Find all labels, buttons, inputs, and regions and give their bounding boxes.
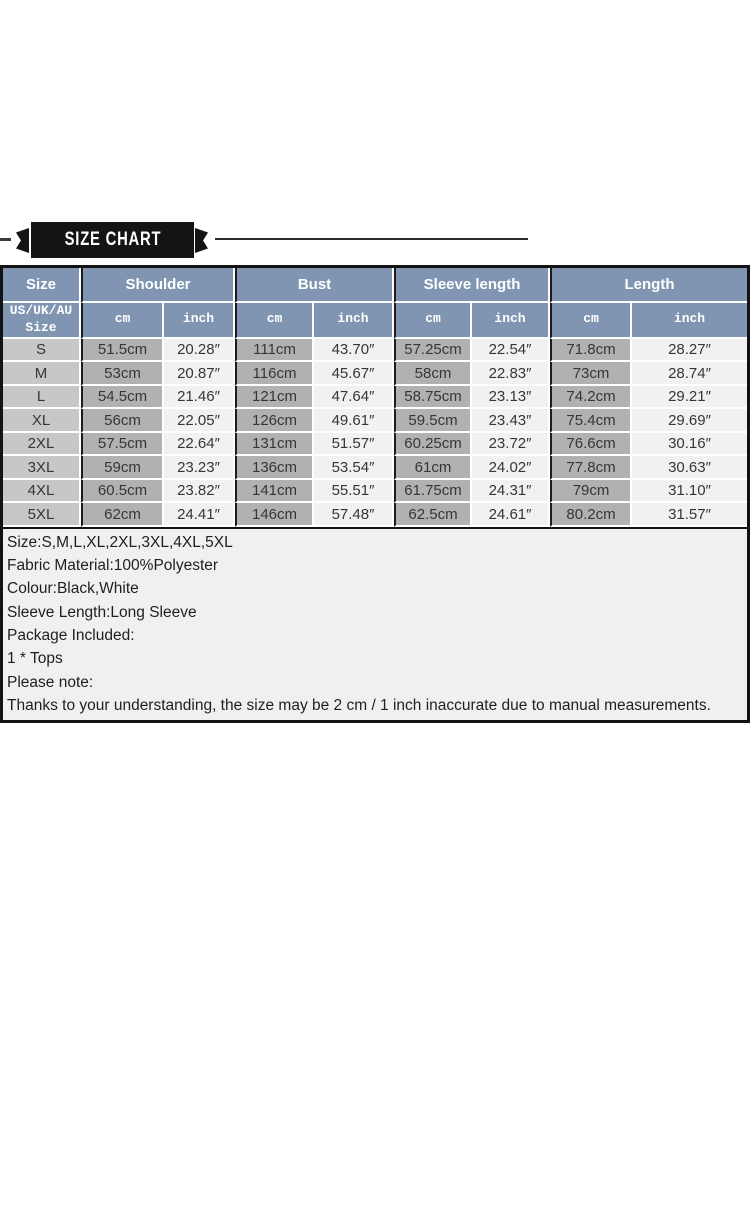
detail-package-included: Package Included: xyxy=(7,626,135,644)
cell-size: 3XL xyxy=(3,456,81,480)
cell-shoulder-cm: 62cm xyxy=(81,503,164,527)
cell-bust-inch: 51.57″ xyxy=(314,433,394,457)
ribbon-fold-right-icon xyxy=(195,228,208,253)
subheader-bust-cm: cm xyxy=(235,303,314,339)
size-row-xl xyxy=(3,409,747,433)
cell-shoulder-inch: 23.82″ xyxy=(164,480,235,504)
cell-length-cm: 77.8cm xyxy=(550,456,632,480)
cell-sleeve-inch: 24.61″ xyxy=(472,503,550,527)
size-chart-banner xyxy=(0,222,750,258)
cell-length-cm: 74.2cm xyxy=(550,386,632,410)
size-row-2xl xyxy=(3,433,747,457)
cell-length-inch: 31.57″ xyxy=(632,503,747,527)
cell-sleeve-inch: 22.54″ xyxy=(472,339,550,363)
cell-sleeve-inch: 23.43″ xyxy=(472,409,550,433)
cell-length-cm: 76.6cm xyxy=(550,433,632,457)
subheader-us-uk-au-size: US/UK/AU Size xyxy=(3,303,81,339)
cell-shoulder-inch: 20.87″ xyxy=(164,362,235,386)
cell-shoulder-inch: 22.64″ xyxy=(164,433,235,457)
header-sleeve-length: Sleeve length xyxy=(394,268,550,303)
subheader-sleeve-cm: cm xyxy=(394,303,472,339)
cell-size: 4XL xyxy=(3,480,81,504)
ribbon-fold-left-icon xyxy=(16,228,29,253)
cell-sleeve-cm: 61.75cm xyxy=(394,480,472,504)
cell-sleeve-inch: 24.31″ xyxy=(472,480,550,504)
product-details xyxy=(3,527,747,720)
detail-size-range: Size:S,M,L,XL,2XL,3XL,4XL,5XL xyxy=(7,533,233,551)
cell-sleeve-inch: 23.72″ xyxy=(472,433,550,457)
size-row-4xl xyxy=(3,480,747,504)
detail-please-note: Please note: xyxy=(7,673,94,691)
size-row-m xyxy=(3,362,747,386)
cell-bust-cm: 131cm xyxy=(235,433,314,457)
banner-title-box xyxy=(31,222,194,258)
cell-size: 2XL xyxy=(3,433,81,457)
cell-size: L xyxy=(3,386,81,410)
cell-bust-inch: 47.64″ xyxy=(314,386,394,410)
cell-length-cm: 71.8cm xyxy=(550,339,632,363)
cell-bust-cm: 111cm xyxy=(235,339,314,363)
subheader-length-cm: cm xyxy=(550,303,632,339)
detail-note-text: Thanks to your understanding, the size may be 2 cm / 1 inch inaccurate due to manual measurements. xyxy=(7,696,711,714)
cell-bust-cm: 121cm xyxy=(235,386,314,410)
size-row-3xl xyxy=(3,456,747,480)
header-length: Length xyxy=(550,268,747,303)
cell-sleeve-cm: 59.5cm xyxy=(394,409,472,433)
cell-length-inch: 28.74″ xyxy=(632,362,747,386)
size-chart-block xyxy=(0,265,750,723)
cell-sleeve-inch: 22.83″ xyxy=(472,362,550,386)
size-row-5xl xyxy=(3,503,747,527)
detail-package-contents: 1 * Tops xyxy=(7,650,63,668)
cell-shoulder-cm: 54.5cm xyxy=(81,386,164,410)
cell-length-inch: 30.16″ xyxy=(632,433,747,457)
detail-colour: Colour:Black,White xyxy=(7,580,139,598)
cell-sleeve-inch: 23.13″ xyxy=(472,386,550,410)
banner-title: SIZE CHART xyxy=(64,229,161,250)
header-shoulder: Shoulder xyxy=(81,268,235,303)
cell-size: XL xyxy=(3,409,81,433)
header-unit-row xyxy=(3,303,747,339)
cell-length-cm: 79cm xyxy=(550,480,632,504)
detail-fabric-material: Fabric Material:100%Polyester xyxy=(7,557,219,575)
cell-shoulder-inch: 20.28″ xyxy=(164,339,235,363)
subheader-shoulder-cm: cm xyxy=(81,303,164,339)
subheader-bust-inch: inch xyxy=(314,303,394,339)
cell-bust-inch: 45.67″ xyxy=(314,362,394,386)
cell-length-cm: 75.4cm xyxy=(550,409,632,433)
cell-sleeve-inch: 24.02″ xyxy=(472,456,550,480)
cell-bust-inch: 43.70″ xyxy=(314,339,394,363)
cell-shoulder-inch: 21.46″ xyxy=(164,386,235,410)
cell-shoulder-cm: 51.5cm xyxy=(81,339,164,363)
banner-rule-line xyxy=(215,238,528,240)
cell-size: 5XL xyxy=(3,503,81,527)
cell-shoulder-cm: 60.5cm xyxy=(81,480,164,504)
cell-length-inch: 29.69″ xyxy=(632,409,747,433)
cell-bust-cm: 141cm xyxy=(235,480,314,504)
cell-size: S xyxy=(3,339,81,363)
cell-bust-inch: 53.54″ xyxy=(314,456,394,480)
cell-shoulder-cm: 59cm xyxy=(81,456,164,480)
banner-dash-line xyxy=(0,238,11,241)
subheader-length-inch: inch xyxy=(632,303,747,339)
cell-shoulder-cm: 56cm xyxy=(81,409,164,433)
size-row-s xyxy=(3,339,747,363)
cell-length-cm: 73cm xyxy=(550,362,632,386)
header-bust: Bust xyxy=(235,268,394,303)
cell-shoulder-inch: 22.05″ xyxy=(164,409,235,433)
size-row-l xyxy=(3,386,747,410)
cell-shoulder-inch: 24.41″ xyxy=(164,503,235,527)
cell-sleeve-cm: 61cm xyxy=(394,456,472,480)
cell-bust-cm: 146cm xyxy=(235,503,314,527)
cell-size: M xyxy=(3,362,81,386)
cell-sleeve-cm: 62.5cm xyxy=(394,503,472,527)
cell-sleeve-cm: 60.25cm xyxy=(394,433,472,457)
cell-bust-cm: 126cm xyxy=(235,409,314,433)
header-group-row xyxy=(3,268,747,303)
cell-length-inch: 31.10″ xyxy=(632,480,747,504)
cell-bust-inch: 55.51″ xyxy=(314,480,394,504)
cell-length-inch: 30.63″ xyxy=(632,456,747,480)
cell-length-inch: 29.21″ xyxy=(632,386,747,410)
cell-shoulder-cm: 57.5cm xyxy=(81,433,164,457)
detail-sleeve-length: Sleeve Length:Long Sleeve xyxy=(7,603,197,621)
size-chart-table xyxy=(3,268,747,527)
subheader-shoulder-inch: inch xyxy=(164,303,235,339)
cell-sleeve-cm: 58.75cm xyxy=(394,386,472,410)
cell-bust-cm: 116cm xyxy=(235,362,314,386)
header-size: Size xyxy=(3,268,81,303)
cell-shoulder-inch: 23.23″ xyxy=(164,456,235,480)
cell-bust-inch: 57.48″ xyxy=(314,503,394,527)
subheader-sleeve-inch: inch xyxy=(472,303,550,339)
cell-sleeve-cm: 57.25cm xyxy=(394,339,472,363)
cell-bust-inch: 49.61″ xyxy=(314,409,394,433)
cell-sleeve-cm: 58cm xyxy=(394,362,472,386)
cell-bust-cm: 136cm xyxy=(235,456,314,480)
cell-length-cm: 80.2cm xyxy=(550,503,632,527)
cell-shoulder-cm: 53cm xyxy=(81,362,164,386)
cell-length-inch: 28.27″ xyxy=(632,339,747,363)
